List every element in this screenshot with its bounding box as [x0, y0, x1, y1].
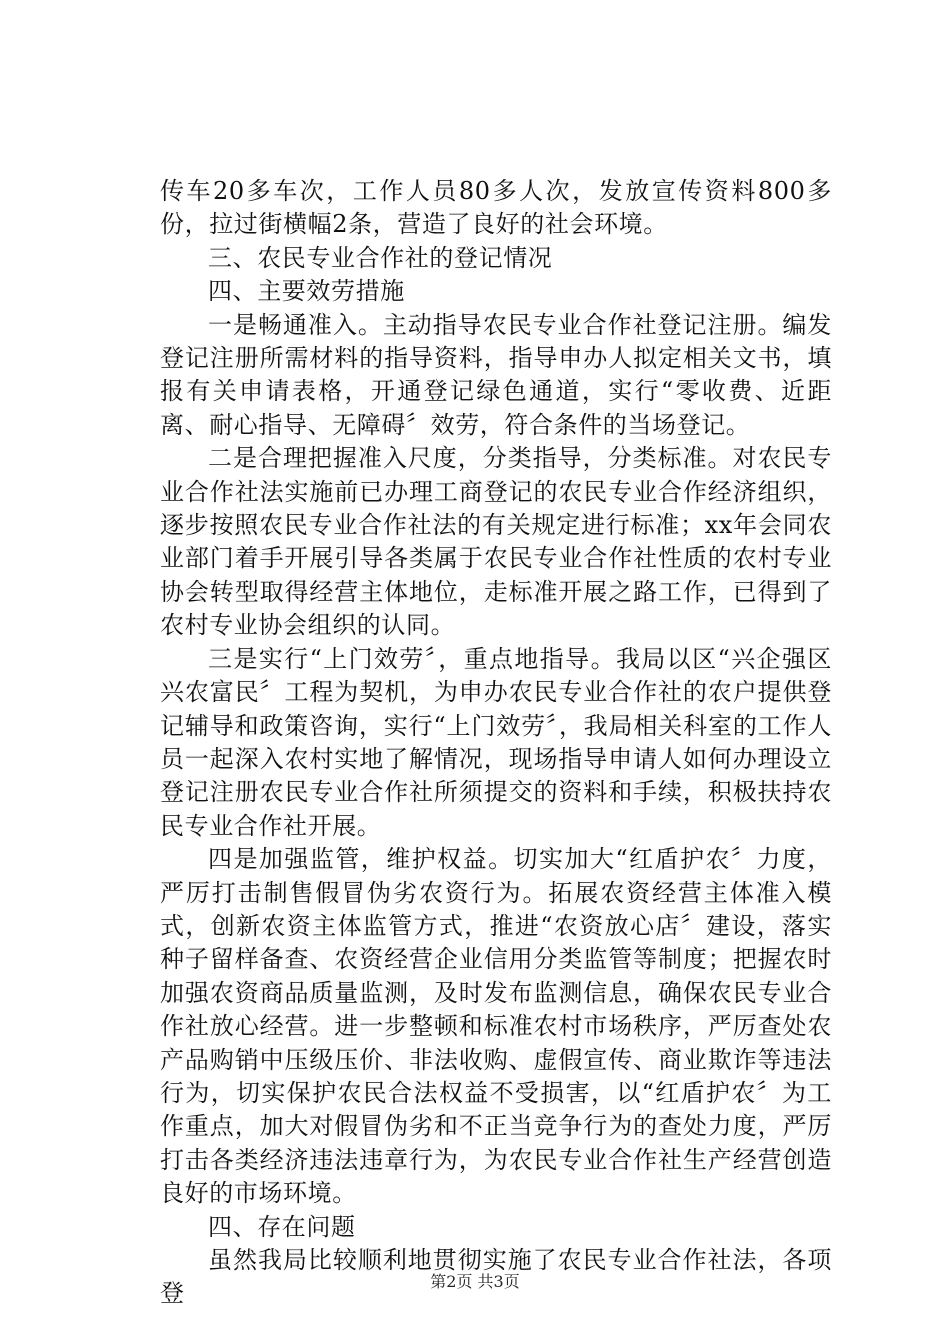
section-heading-measures: 四、主要效劳措施	[208, 277, 405, 306]
paragraph-measure-2: 二是合理把握准入尺度，分类指导，分类标准。对农民专业合作社法实施前已办理工商登记的农民专业合作经济组织，逐步按照农民专业合作社法的有关规定进行标准；xx年会同农业部门着手开展引导各类属于农民专业合作社性质的农村专业协会转型取得经营主体地位，走标准开展之路工作，已得到了农村专业协会组织的认同。	[160, 444, 832, 640]
paragraph-measure-4: 四是加强监管，维护权益。切实加大“红盾护农〞力度，严厉打击制售假冒伪劣农资行为。拓展农资经营主体准入模式，创新农资主体监管方式，推进“农资放心店〞建设，落实种子留样备查、农资经营企业信用分类监管等制度；把握农时加强农资商品质量监测，及时发布监测信息，确保农民专业合作社放心经营。进一步整顿和标准农村市场秩序，严厉查处农产品购销中压级压价、非法收购、虚假宣传、商业欺诈等违法行为，切实保护农民合法权益不受损害，以“红盾护农〞为工作重点，加大对假冒伪劣和不正当竞争行为的查处力度，严厉打击各类经济违法违章行为，为农民专业合作社生产经营创造良好的市场环境。	[160, 845, 832, 1208]
paragraph-measure-1: 一是畅通准入。主动指导农民专业合作社登记注册。编发登记注册所需材料的指导资料，指导申办人拟定相关文书，填报有关申请表格，开通登记绿色通道，实行“零收费、近距离、耐心指导、无障碍〞效劳，符合条件的当场登记。	[160, 310, 832, 439]
paragraph-continuation: 传车20多车次，工作人员80多人次，发放宣传资料800多份，拉过街横幅2条，营造了良好的社会环境。	[160, 177, 832, 239]
document-body	[160, 175, 832, 1311]
page-number-footer: 第2页 共3页	[430, 1272, 520, 1291]
paragraph-problems: 虽然我局比较顺利地贯彻实施了农民专业合作社法，各项登	[160, 1246, 832, 1308]
paragraph-measure-3: 三是实行“上门效劳〞，重点地指导。我局以区“兴企强区兴农富民〞工程为契机，为申办农民专业合作社的农户提供登记辅导和政策咨询，实行“上门效劳〞，我局相关科室的工作人员一起深入农村实地了解情况，现场指导申请人如何办理设立登记注册农民专业合作社所须提交的资料和手续，积极扶持农民专业合作社开展。	[160, 644, 832, 840]
section-heading-registration: 三、农民专业合作社的登记情况	[208, 243, 553, 272]
section-heading-problems: 四、存在问题	[208, 1212, 356, 1241]
